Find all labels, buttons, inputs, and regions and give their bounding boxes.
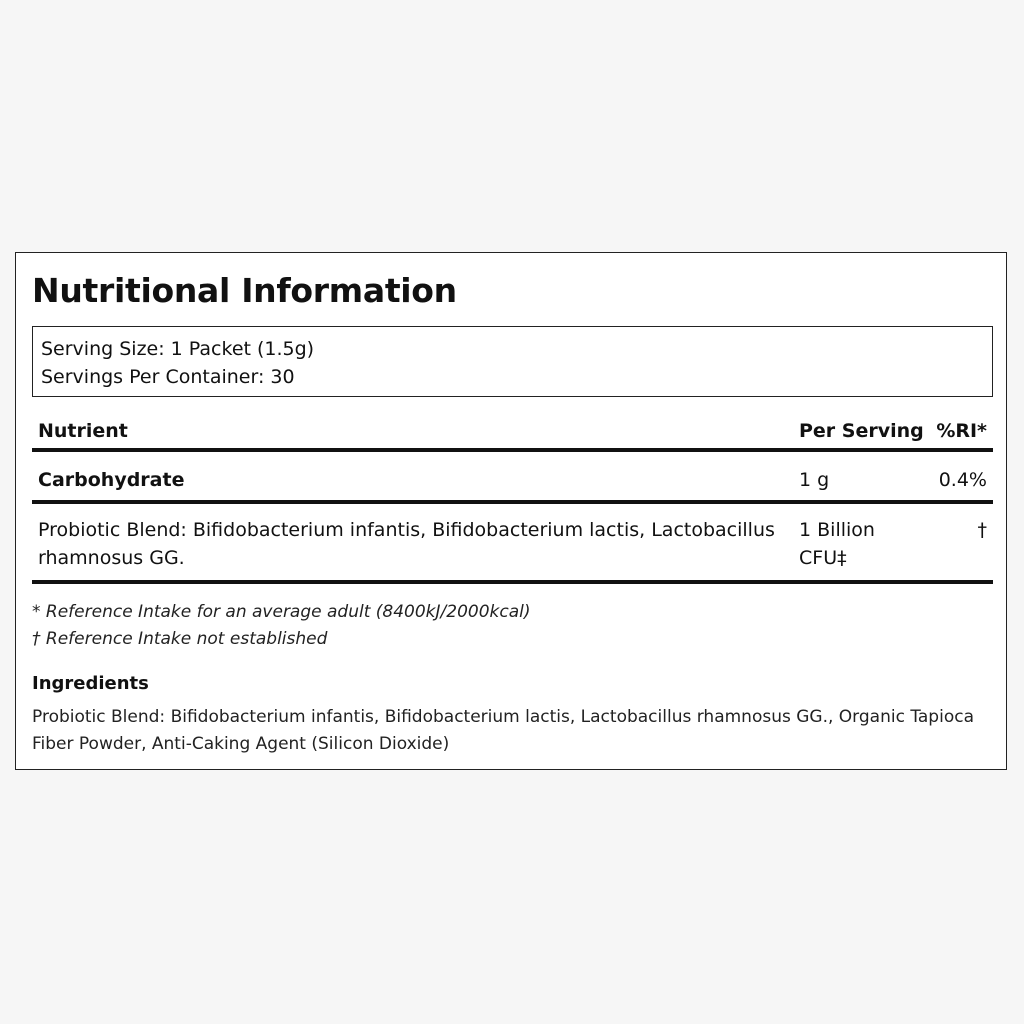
nutrient-name: Carbohydrate xyxy=(38,469,185,491)
serving-info-box xyxy=(32,326,993,397)
nutrient-name: Probiotic Blend: Bifidobacterium infantis, Bifidobacterium lactis, Lactobacillus rhamnosus GG. xyxy=(38,519,775,569)
footnote-reference-intake: * Reference Intake for an average adult (8400kJ/2000kcal) xyxy=(32,602,531,622)
ingredients-heading: Ingredients xyxy=(32,673,149,694)
ingredients-list: Probiotic Blend: Bifidobacterium infantis, Bifidobacterium lactis, Lactobacillus rhamnosus GG., Organic Tapioca Fiber Powder, Anti-Caking Agent (Silicon Dioxide) xyxy=(32,707,974,754)
table-header-row xyxy=(32,405,993,452)
servings-per-container: Servings Per Container: 30 xyxy=(41,366,295,388)
header-ri: %RI* xyxy=(936,420,987,442)
header-per-serving: Per Serving xyxy=(799,420,924,442)
table-row-carbohydrate xyxy=(32,452,993,504)
serving-size: Serving Size: 1 Packet (1.5g) xyxy=(41,338,315,360)
nutrient-ri: 0.4% xyxy=(938,469,987,491)
nutrient-ri: † xyxy=(977,519,987,541)
nutrient-per-serving: 1 g xyxy=(799,469,830,491)
page-title: Nutritional Information xyxy=(32,271,457,310)
nutrition-panel xyxy=(15,252,1007,770)
table-row-probiotic-blend xyxy=(32,504,993,584)
footnote-not-established: † Reference Intake not established xyxy=(32,629,328,649)
nutrient-table xyxy=(32,405,993,584)
footnotes xyxy=(32,599,531,653)
nutrient-per-serving: 1 Billion CFU‡ xyxy=(799,519,875,569)
header-nutrient: Nutrient xyxy=(38,420,128,442)
